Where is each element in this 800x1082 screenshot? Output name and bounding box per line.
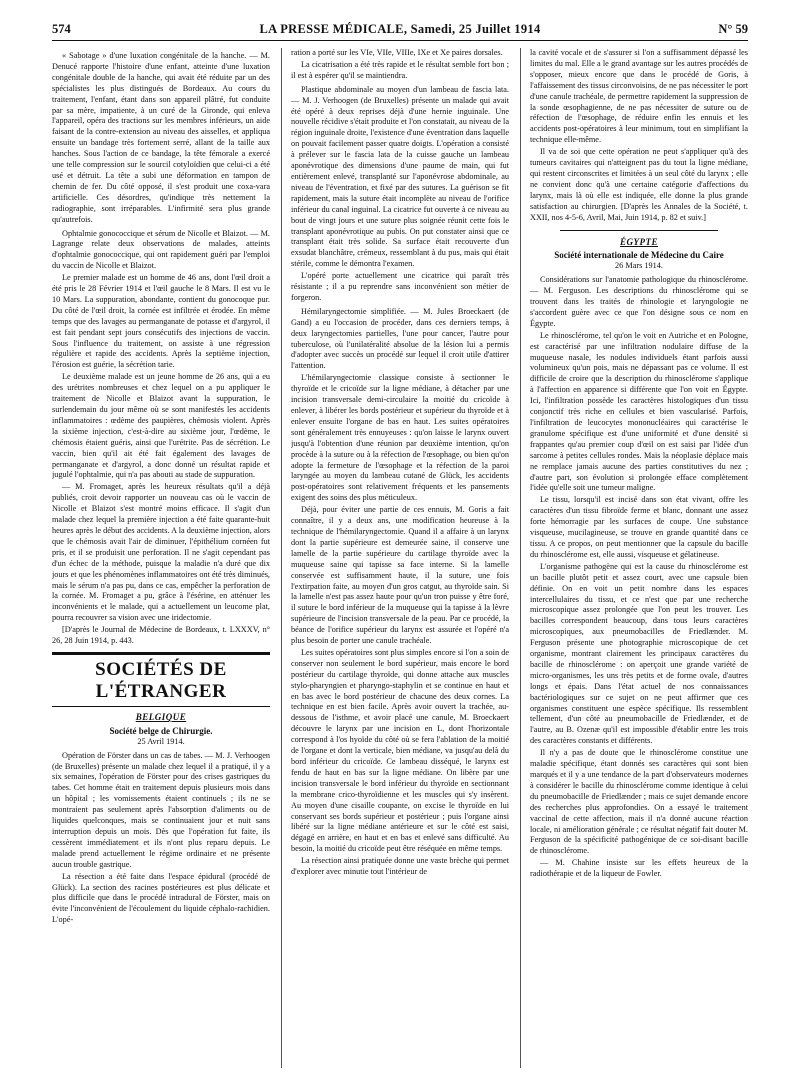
paragraph: Il n'y a pas de doute que le rhinosclérome constitue une maladie spécifique, étant donnés ses caractères qui sont bien marqués et il y a une tendance de la part d'observateurs modernes à considérer le bacille du rhinosclérome comme identique à celui du pneumobacille de Friedlænder ; mais ce sujet demande encore des recherches plus approfondies. On a essayé le traitement vaccinal de cette affection, mais il n'a donné aucune réaction locale, ni amélioration générale ; ce résultat négatif fait douter M. Ferguson de la spécificité pathogénique de ce soi-disant bacille de rhinosclérome. xyxy=(530,748,748,856)
paragraph: L'opéré porte actuellement une cicatrice qui paraît très résistante ; il a pu reprendre sans inconvénient son métier de forgeron. xyxy=(291,271,509,302)
paragraph: L'hémilaryngectomie classique consiste à sectionner le thyroïde et le cricoïde sur la ligne médiane, à détacher par une incision transversale demi-circulaire la moitié du cricoïde à enlever, à libérer les bords postérieur et supérieur du thyroïde et à enlever ensuite l'organe de bas en haut. Les suites opératoires sont généralement très ennuyeuses : qu'on laisse le larynx ouvert jusqu'à l'obtention d'une réunion par deuxième intention, qu'on procède à la suture ou à la réfection de l'œsophage, ou bien qu'on adopte la fermeture de l'œsophage et la réfection de la paroi laryngée au moyen du lambeau cutané de Glück, les accidents post-opératoires sont relativement fréquents et les pansements exigent des soins des plus méticuleux. xyxy=(291,373,509,503)
paragraph: la cavité vocale et de s'assurer si l'on a suffisamment dépassé les limites du mal. Elle a le grand avantage sur les autres procédés de s'opposer, mieux encore que dans le procédé de Goris, à l'affaissement des tissus circonvoisins, de ne pas nécessiter le port d'une canule trachéale, de permettre rapidement la suppression de la sonde œsophagienne, de ne pas nécessiter de suture ou de réfection de l'œsophage, de réduire enfin les ennuis et les accidents post-opératoires à leur minimum, tout en simplifiant la technique elle-même. xyxy=(530,48,748,145)
society-heading: Société internationale de Médecine du Caire xyxy=(554,250,724,261)
paragraph: Le tissu, lorsqu'il est incisé dans son état vivant, offre les caractères d'un tissu fibroïde ferme et blanc, donnant une assez forte hémorragie par les surfaces de coupe. Une substance visqueuse, mucilagineuse, se trouve en grande quantité dans ce tissu. A ce propos, on peut mentionner que la capsule du bacille du rhinosclérome est, elle aussi, visqueuse et gélatineuse. xyxy=(530,495,748,559)
article-forster: Opération de Förster dans un cas de tabes. — M. J. Verhoogen (de Bruxelles) présente un malade chez lequel il a pratiqué, il y a six semaines, l'opération de Förster pour des crises gastriques du tabes. Cet homme était en traitement depuis plusieurs mois dans un hôpital ; les vomissements étaient continuels ; ils ne se montraient pas seulement après l'absorption d'aliments ou de liquides quelconques, mais se continuaient jour et nuit sans interruption depuis un mois. Dès que l'opération fut faite, ils cessèrent immédiatement et ils n'ont plus reparu depuis. Le malade prend actuellement le régime ordinaire et ne présente aucun trouble gastrique. xyxy=(52,750,270,869)
country-heading: ÉGYPTE xyxy=(620,236,658,247)
society-heading: Société belge de Chirurgie. xyxy=(109,725,213,736)
page-header xyxy=(52,22,748,40)
page-number: 574 xyxy=(52,22,71,36)
article-sabotage: « Sabotage » d'une luxation congénitale de la hanche. — M. Denucé rapporte l'histoire d'une enfant, atteinte d'une luxation congénitale double de la hanche, qui avait été réduite par un des spécialistes les plus distingués de Bordeaux. Au cours du traitement, l'enfant, étant dans son appareil plâtré, fut conduite par sa mère, impatiente, à un curé de la Gironde, qui enleva l'appareil, opéra des tractions sur les membres inférieurs, un aide faisant de la contre-extension au niveau des aisselles, et appliqua ensuite un bandage très fortement serré, allant de la taille aux hanches. Sous l'action de ce bandage, la tête fémorale a exercé une telle compression sur le sourcil cotyloïdien que celui-ci a été usé et détruit. La tête a subi une déformation en tampon de chemin de fer. Du côté opposé, il s'est produit une coxa-vara artificielle. Ces désordres, qu'indique très nettement la radiographie, sont irréparables. L'infirmité sera plus grande qu'autrefois. xyxy=(52,51,270,224)
column-1 xyxy=(52,48,270,1068)
paragraph: — M. Fromaget, après les heureux résultats qu'il a déjà publiés, croit devoir rapporter un nouveau cas où le vaccin de Nicolle et Blaizot s'est montré moins efficace. Il s'agit d'un malade chez lequel la première injection a été faite quarante-huit heures après le début des accidents. A la deuxième injection, alors que le chémosis avait l'air de diminuer, l'épithélium cornéen fut pris, et il se produisit une perforation. Il ne s'agit cependant pas d'un échec de la méthode, puisque la maladie n'a duré que dix jours et que les phénomènes inflammatoires ont été très diminués, mais le sérum n'a pas pu, dans ce cas, empêcher la perforation de la cornée. M. Fromaget a pu, grâce à l'ésérine, en atténuer les inconvénients et le malade, qui a actuellement un leucome plat, pourra recouvrer sa vision avec une iridectomie. xyxy=(52,482,270,623)
country-heading: BELGIQUE xyxy=(135,711,187,722)
paragraph: Il va de soi que cette opération ne peut s'appliquer qu'à des tumeurs cavitaires qui n'atteignent pas du tout la ligne médiane, qui restent circonscrites et limitées à un seul côté du larynx ; elle ne convient donc qu'à une certaine catégorie d'affections du larynx, mais là où elle est indiquée, elle donne la plus grande satisfaction au chirurgien. [D'après les Annales de la Société, t. XXII, nos 4-5-6, Avril, Mai, Juin 1914, p. 82 et suiv.] xyxy=(530,147,748,222)
column-2 xyxy=(291,48,509,1068)
article-rhinosclerome: Considérations sur l'anatomie pathologique du rhinosclérome. — M. Ferguson. Les descriptions du rhinosclérome qui se trouvent dans les traités de rhinologie et laryngologie ne s'accordent guère avec ce que l'on désigne sous ce nom en Égypte. xyxy=(530,275,748,328)
paragraph: L'organisme pathogène qui est la cause du rhinosclérome est un bacille plutôt petit et assez court, avec une capsule bien définie. On en voit un petit nombre dans les espaces intercellulaires du tissu, et ce n'est que par une recherche microscopique assez prolongée que l'on peut les trouver. Les bacilles correspondent beaucoup, dans tous leurs caractères microscopiques, aux pneumobacilles de Friedlænder. M. Ferguson présente une photographie microscopique de cet organisme, montrant clairement les principaux caractères du bacille de rhinosclérome : on aperçoit une grande variété de micro-organismes, les uns très petits et de forme ovale, d'autres longs et épais. Dans l'état actuel de nos connaissances bactériologiques sur ce sujet on ne peut affirmer que ces organismes constituent une espèce spécifique. Ils ressemblent tellement, d'un côté au pneumobacille de Friedlænder, et de l'autre, au B. Ozenæ qu'il est impossible d'établir entre les trois des caractères constants et différents. xyxy=(530,561,748,746)
article-plastique: Plastique abdominale au moyen d'un lambeau de fascia lata. — M. J. Verhoogen (de Bruxelles) présente un malade qui avait été opéré à deux reprises déjà d'une hernie inguinale. Une nouvelle récidive s'était produite et l'on constatait, au niveau de la région inguinale droite, l'existence d'une éventration dans laquelle on pouvait facilement passer quatre doigts. L'opération a consisté à prélever sur le fascia lata de la cuisse gauche un lambeau aponévrotique des dimensions d'une paume de main, qui fut entièrement enlevé, transplanté sur l'aponévrose abdominale, au niveau de l'éventration, et fixé par des sutures. La guérison se fit rapidement, mais la suture était incomplète au niveau de l'orifice inférieur du canal inguinal. La cicatrice fut ouverte à ce niveau au bout de vingt jours et une suture plus soignée réunit cette fois le transplant aponévrotique au pubis. On put constater ainsi que ce transplant était très solide. Sa surface était recouverte d'un exsudat blanchâtre, crémeux, ressemblant à du pus, mais qui était stérile, comme le démontra l'examen. xyxy=(291,84,509,269)
paragraph: Les suites opératoires sont plus simples encore si l'on a soin de conserver non seulement le bord supérieur, mais encore le bord postérieur du cartilage thyroïde, qui donne attache aux muscles stylo-pharyngien et pharyngo-staphylin et se continue en haut et en bas avec le bord postérieur de chacune des deux cornes. La technique en est bien facile. Après avoir ouvert la trachée, au-dessous de l'isthme, et avoir placé une canule, M. Broeckaert découvre le larynx par une incision en L, dont l'horizontale correspond à l'os hyoïde du côté où se fera l'ablation de la moitié de l'organe et dont la verticale, bien médiane, va jusqu'au delà du bord inférieur du cricoïde. Ce lambeau disséqué, le larynx est fendu de haut en bas sur la ligne médiane. On libère par une incision transversale le bord inférieur du thyroïde en sectionnant la membrane crico-thyroïdienne et les muscles qui s'y insèrent. Au moyen d'une cisaille coupante, on excise le thyroïde en lui conservant ses bords supérieur et postérieur ; puis l'organe ainsi libéré sur la ligne médiane antérieure et sur le côté est saisi, dégagé en arrière, en haut et en bas et enlevé sans difficulté. Au besoin, la moitié du cricoïde peut être réséquée en même temps. xyxy=(291,647,509,854)
paragraph: — M. Chahine insiste sur les effets heureux de la radiothérapie et de la liqueur de Fowler. xyxy=(530,858,748,879)
issue-number: N° 59 xyxy=(718,22,748,36)
separator-rule xyxy=(560,230,718,231)
session-date: 26 Mars 1914. xyxy=(615,261,663,271)
article-hemilaryngectomie: Hémilaryngectomie simplifiée. — M. Jules Broeckaert (de Gand) a eu l'occasion de procéder, dans ces derniers temps, à deux laryngectomies partielles, l'une pour cancer, l'autre pour tuberculose, où l'unilatéralité absolue de la lésion lui a permis d'adopter avec succès un procédé sur lequel il croit utile d'attirer l'attention. xyxy=(291,306,509,371)
journal-title: LA PRESSE MÉDICALE, Samedi, 25 Juillet 1914 xyxy=(259,22,541,36)
reference: [D'après le Journal de Médecine de Bordeaux, t. LXXXV, n° 26, 28 Juin 1914, p. 443. xyxy=(52,625,270,646)
paragraph: La résection ainsi pratiquée donne une vaste brèche qui permet d'explorer avec minutie tout l'intérieur de xyxy=(291,856,509,877)
paragraph: La cicatrisation a été très rapide et le résultat semble fort bon ; il est à espérer qu'il se maintiendra. xyxy=(291,59,509,80)
paragraph: Le premier malade est un homme de 46 ans, dont l'œil droit a été pris le 28 Février 1914 et l'œil gauche le 8 Mars. Il est vu le 10 Mars. La suppuration, abondante, contient du gonocoque pur. Du côté de l'œil droit, la cornée est infiltrée et érodée. En même temps que des lavages au permanganate de potasse et d'argyrol, il est fait pendant sept jours consécutifs des injections de vaccin. Sous l'influence du traitement, on assiste à une régression régulière et rapide des accidents. Après la septième injection, l'érosion est guérie, la sécrétion tarie. xyxy=(52,273,270,370)
paragraph: Déjà, pour éviter une partie de ces ennuis, M. Goris a fait connaître, il y a deux ans, une modification heureuse à la technique de l'hémilaryngectomie. Quand il a affaire à un larynx dont la partie supérieure est demeurée saine, il conserve une lamelle de la partie supérieure du cartilage thyroïde avec la muqueuse saine qui tapisse sa face interne. Si la lamelle conservée est suffisamment haute, il la suture, une fois l'extirpation faite, au moyen d'un gros catgut, au thyroïde sain. Si la lamelle n'est pas assez haute pour qu'un tron puisse y être foré, il suture le bord inférieur de la muqueuse qui la tapisse à la lèvre supérieure de l'incision transversale de la peau. Par ce procédé, la béance de l'orifice supérieur du larynx est assurée et l'opéré n'a plus besoin de porter une canule trachéale. xyxy=(291,505,509,646)
session-date: 25 Avril 1914. xyxy=(137,736,185,746)
paragraph: Le rhinosclérome, tel qu'on le voit en Autriche et en Pologne, est caractérisé par une infiltration nodulaire diffuse de la muqueuse nasale, les nodules individuels étant parfois aussi volumineux qu'un pois, mais ne dépassant pas ce volume. Il est difficile de croire que la description du rhinosclérome s'applique à l'affection en apparence si différente que l'on voit en Égypte. Ici, l'infiltration possède les caractères histologiques d'un tissu conjonctif très riche en cellules et bien vascularisé. Parfois, l'infiltration de leucocytes mononucléaires qui caractérise le granulome spécifique est d'une uniformité et d'une densité si frappantes qu'au premier coup d'œil on est saisi par l'idée d'un sarcome à petites cellules rondes. Mais la néoplasie déplace mais ne remplace jamais aucune des parties constitutives du nez ; d'autre part, son évolution si prolongée efface complètement l'idée qu'elle soit une tumeur maligne. xyxy=(530,330,748,493)
paragraph: La résection a été faite dans l'espace épidural (procédé de Glück). La section des racines postérieures est plus délicate et plus difficile que dans le procédé intradural de Förster, mais on évite l'inconvénient de l'écoulement du liquide céphalo-rachidien. L'opé- xyxy=(52,871,270,925)
paragraph: Le deuxième malade est un jeune homme de 26 ans, qui a eu des urétrites nombreuses et chez lequel on a pu appliquer le traitement de Nicolle et Blaizot avant la suppuration, le surlendemain du jour même où se sont manifestés les accidents inflammatoires : œdème des paupières, chémosis violent. Après la sixième injection, c'est-à-dire au sixième jour, l'œdème, le chémosis étaient guéris, ainsi que l'urétrite. Pas de sécrétion. Le vaccin, bien qu'il ait été fait également des lavages de permanganate et d'argyrol, a donc donné un résultat rapide et jugulé l'ophtalmie, qui n'a pas abouti au stade de suppuration. xyxy=(52,372,270,480)
header-rule xyxy=(52,40,748,41)
column-rule-2 xyxy=(520,48,521,1068)
paragraph: ration a porté sur les VIe, VIIe, VIIIe, IXe et Xe paires dorsales. xyxy=(291,48,503,57)
column-3 xyxy=(530,48,748,1068)
column-rule-1 xyxy=(281,48,282,1068)
article-ophtalmie: Ophtalmie gonococcique et sérum de Nicolle et Blaizot. — M. Lagrange relate deux observations de malades, atteints d'ophtalmie gonococcique, qui ont rapidement guéri par l'emploi du vaccin de Nicolle et Blaizot. xyxy=(52,228,270,271)
section-title-societes: SOCIÉTÉS DE L'ÉTRANGER xyxy=(52,652,270,707)
